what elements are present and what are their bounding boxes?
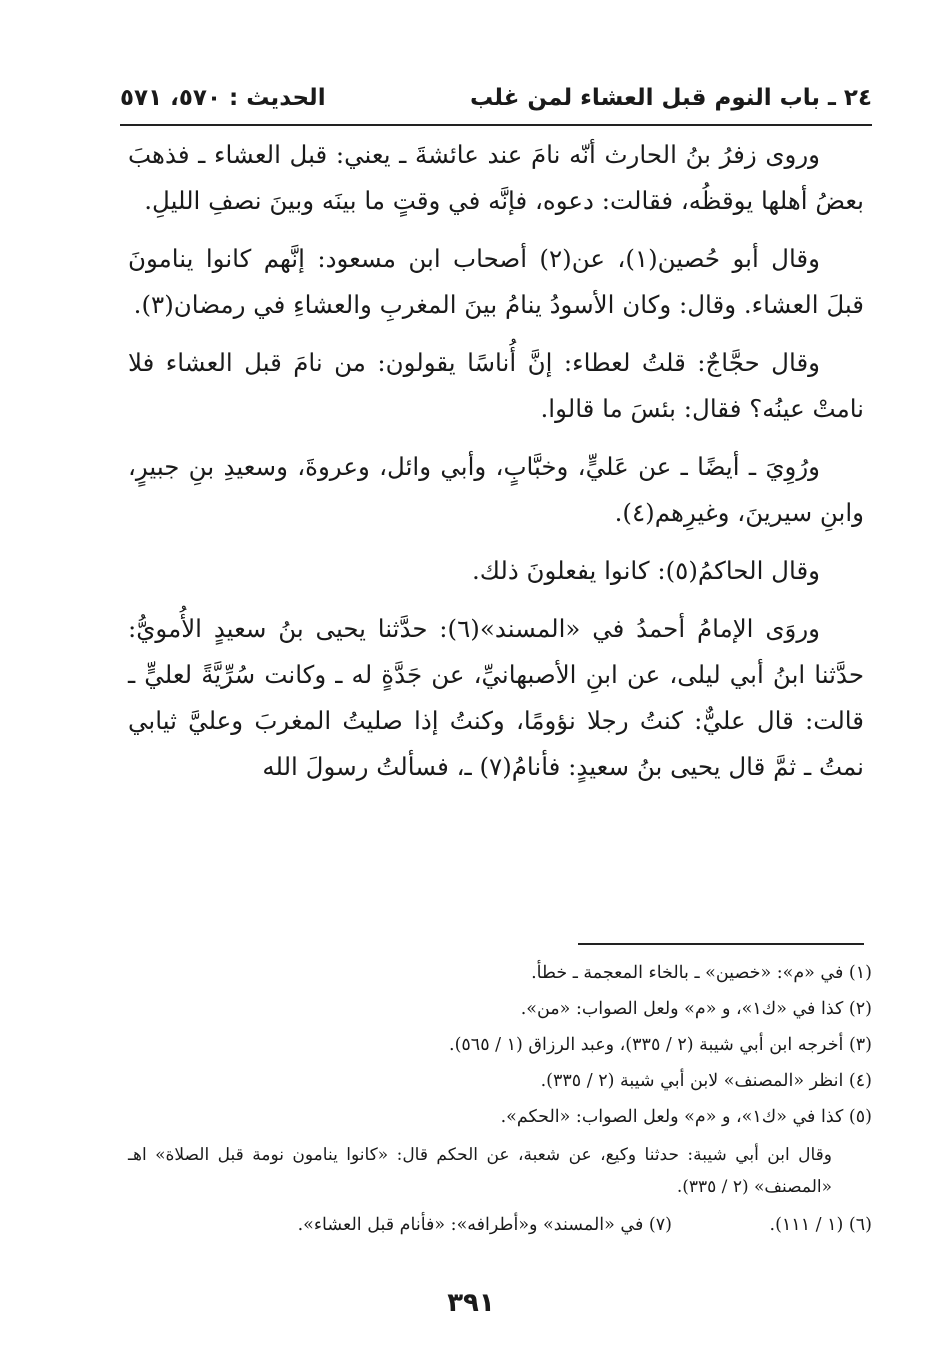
chapter-title: ٢٤ ـ باب النوم قبل العشاء لمن غلب bbox=[469, 85, 872, 111]
paragraph: وقال الحاكمُ(٥): كانوا يفعلونَ ذلك. bbox=[471, 556, 820, 585]
paragraph: وقال أبو حُصين(١)، عن(٢) أصحاب ابن مسعود: إنَّهم كانوا ينامونَ قبلَ العشاء. وقال: وكان الأسودُ ينامُ بينَ المغربِ والعشاءِ في رمضان(٣). bbox=[128, 244, 864, 319]
footnote-separator bbox=[578, 943, 864, 945]
paragraph: ورُوِيَ ـ أيضًا ـ عن عَليٍّ، وخبَّابٍ، وأبي وائل، وعروةَ، وسعيدِ بنِ جبيرٍ، وابنِ سيرينَ، وغيرِهم(٤). bbox=[128, 452, 864, 527]
footnote: (١) في «م»: «خصين» ـ بالخاء المعجمة ـ خطأ. bbox=[531, 963, 872, 983]
footnote: (٤) انظر «المصنف» لابن أبي شيبة (٢ / ٣٣٥). bbox=[540, 1071, 872, 1091]
main-text bbox=[128, 132, 864, 802]
footnote: (٥) كذا في «ك١»، و «م» ولعل الصواب: «الحكم». bbox=[500, 1107, 872, 1127]
footnote-row bbox=[128, 1207, 872, 1243]
footnote: (٧) في «المسند» و«أطرافه»: «فأنام قبل العشاء». bbox=[297, 1215, 672, 1235]
header-rule bbox=[120, 124, 872, 126]
footnote: (٦) (١ / ١١١). bbox=[769, 1215, 872, 1235]
hadith-reference: الحديث : ٥٧٠، ٥٧١ bbox=[120, 85, 326, 111]
paragraph: وقال حجَّاجٌ: قلتُ لعطاء: إنَّ أُناسًا يقولون: من نامَ قبل العشاء فلا نامتْ عينُه؟ فقال: بئسَ ما قالوا. bbox=[128, 348, 864, 423]
footnote: (٢) كذا في «ك١»، و «م» ولعل الصواب: «من». bbox=[520, 999, 872, 1019]
paragraph: وروَى الإمامُ أحمدُ في «المسند»(٦): حدَّثنا يحيى بنُ سعيدٍ الأُمويُّ: حدَّثنا ابنُ أبي ليلى، عن ابنِ الأصبهانيِّ، عن جَدَّةٍ له ـ وكانت سُرِّيَّةً لعليٍّ ـ قالت: قال عليٌّ: كنتُ رجلا نؤومًا، وكنتُ إذا صليتُ المغربَ وعليَّ ثيابي نمتُ ـ ثمَّ قال يحيى بنُ سعيدٍ: فأنامُ(٧) ـ، فسألتُ رسولَ الله bbox=[128, 614, 864, 781]
running-header bbox=[120, 78, 872, 118]
footnote-continuation: وقال ابن أبي شيبة: حدثنا وكيع، عن شعبة، عن الحكم قال: «كانوا ينامون نومة قبل الصلاة» اهـ «المصنف» (٢ / ٣٣٥). bbox=[128, 1145, 832, 1197]
footnote: (٣) أخرجه ابن أبي شيبة (٢ / ٣٣٥)، وعبد الرزاق (١ / ٥٦٥). bbox=[449, 1035, 872, 1055]
paragraph: وروى زفرُ بنُ الحارث أنّه نامَ عند عائشةَ ـ يعني: قبل العشاء ـ فذهبَ بعضُ أهلها يوقظُه، فقالت: دعوه، فإنَّه في وقتٍ ما بينَه وبينَ نصفِ الليلِ. bbox=[128, 140, 864, 215]
page-number: ٣٩١ bbox=[447, 1288, 495, 1318]
footnotes bbox=[128, 955, 872, 1243]
